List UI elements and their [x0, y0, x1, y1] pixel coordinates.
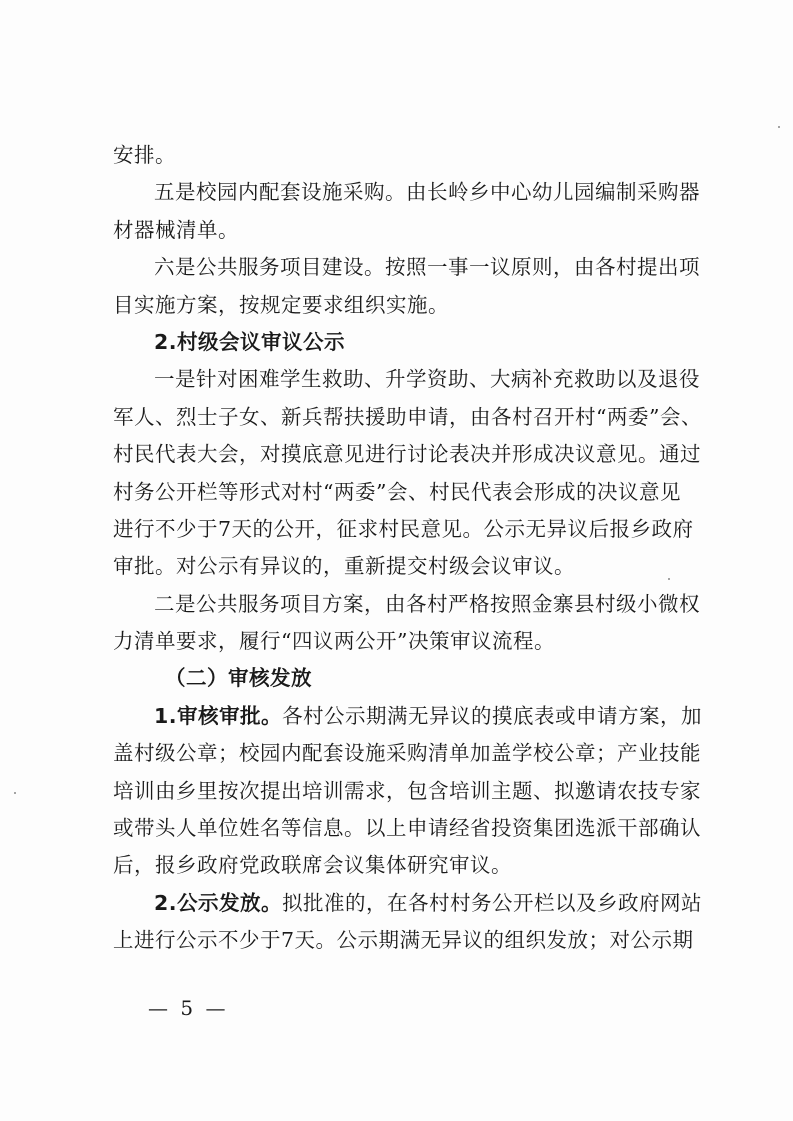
page-number: — 5 — [148, 996, 229, 1020]
inline-heading: 1.审核审批。 [154, 703, 283, 728]
paragraph-text: 各村公示期满无异议的摸底表或申请方案，加 [282, 703, 703, 728]
paragraph-line: 上进行公示不少于7天。公示期满无异议的组织发放；对公示期 [113, 928, 694, 953]
paragraph-line: 材器械清单。 [113, 217, 239, 242]
paragraph-line: 六是公共服务项目建设。按照一事一议原则，由各村提出项 [154, 255, 700, 280]
inline-heading: 2.公示发放。 [154, 890, 283, 915]
paragraph-line: 力清单要求，履行“四议两公开”决策审议流程。 [113, 629, 555, 654]
paragraph-text: 拟批准的，在各村村务公开栏以及乡政府网站 [282, 890, 703, 915]
paragraph-line: 五是校园内配套设施采购。由长岭乡中心幼儿园编制采购器 [154, 180, 700, 205]
paragraph-line: 村务公开栏等形式对村“两委”会、村民代表会形成的决议意见 [113, 479, 681, 504]
document-body [113, 137, 703, 960]
paragraph-line: 一是针对困难学生救助、升学资助、大病补充救助以及退役 [154, 367, 700, 392]
scan-speck [668, 578, 670, 580]
paragraph-line: 盖村级公章；校园内配套设施采购清单加盖学校公章；产业技能 [113, 741, 701, 766]
paragraph-line: 审批。对公示有异议的，重新提交村级会议审议。 [113, 554, 575, 579]
section-heading: 2.村级会议审议公示 [154, 329, 346, 354]
scan-speck [778, 126, 780, 128]
paragraph-line: 村民代表大会，对摸底意见进行讨论表决并形成决议意见。通过 [113, 442, 701, 467]
section-heading: （二）审核发放 [165, 666, 312, 691]
scan-speck [14, 792, 16, 794]
paragraph-line: 培训由乡里按次提出培训需求，包含培训主题、拟邀请农技专家 [113, 778, 701, 803]
paragraph-line: 后，报乡政府党政联席会议集体研究审议。 [113, 853, 512, 878]
paragraph-line: 目实施方案，按规定要求组织实施。 [113, 292, 449, 317]
paragraph-line: 进行不少于7天的公开，征求村民意见。公示无异议后报乡政府 [113, 516, 694, 541]
paragraph-line: 或带头人单位姓名等信息。以上申请经省投资集团选派干部确认 [113, 816, 701, 841]
paragraph-line [113, 885, 703, 922]
paragraph-line [113, 698, 703, 735]
paragraph-line: 安排。 [113, 143, 176, 167]
paragraph-line: 军人、烈士子女、新兵帮扶援助申请，由各村召开村“两委”会、 [113, 404, 702, 429]
paragraph-line: 二是公共服务项目方案，由各村严格按照金寨县村级小微权 [154, 591, 700, 616]
